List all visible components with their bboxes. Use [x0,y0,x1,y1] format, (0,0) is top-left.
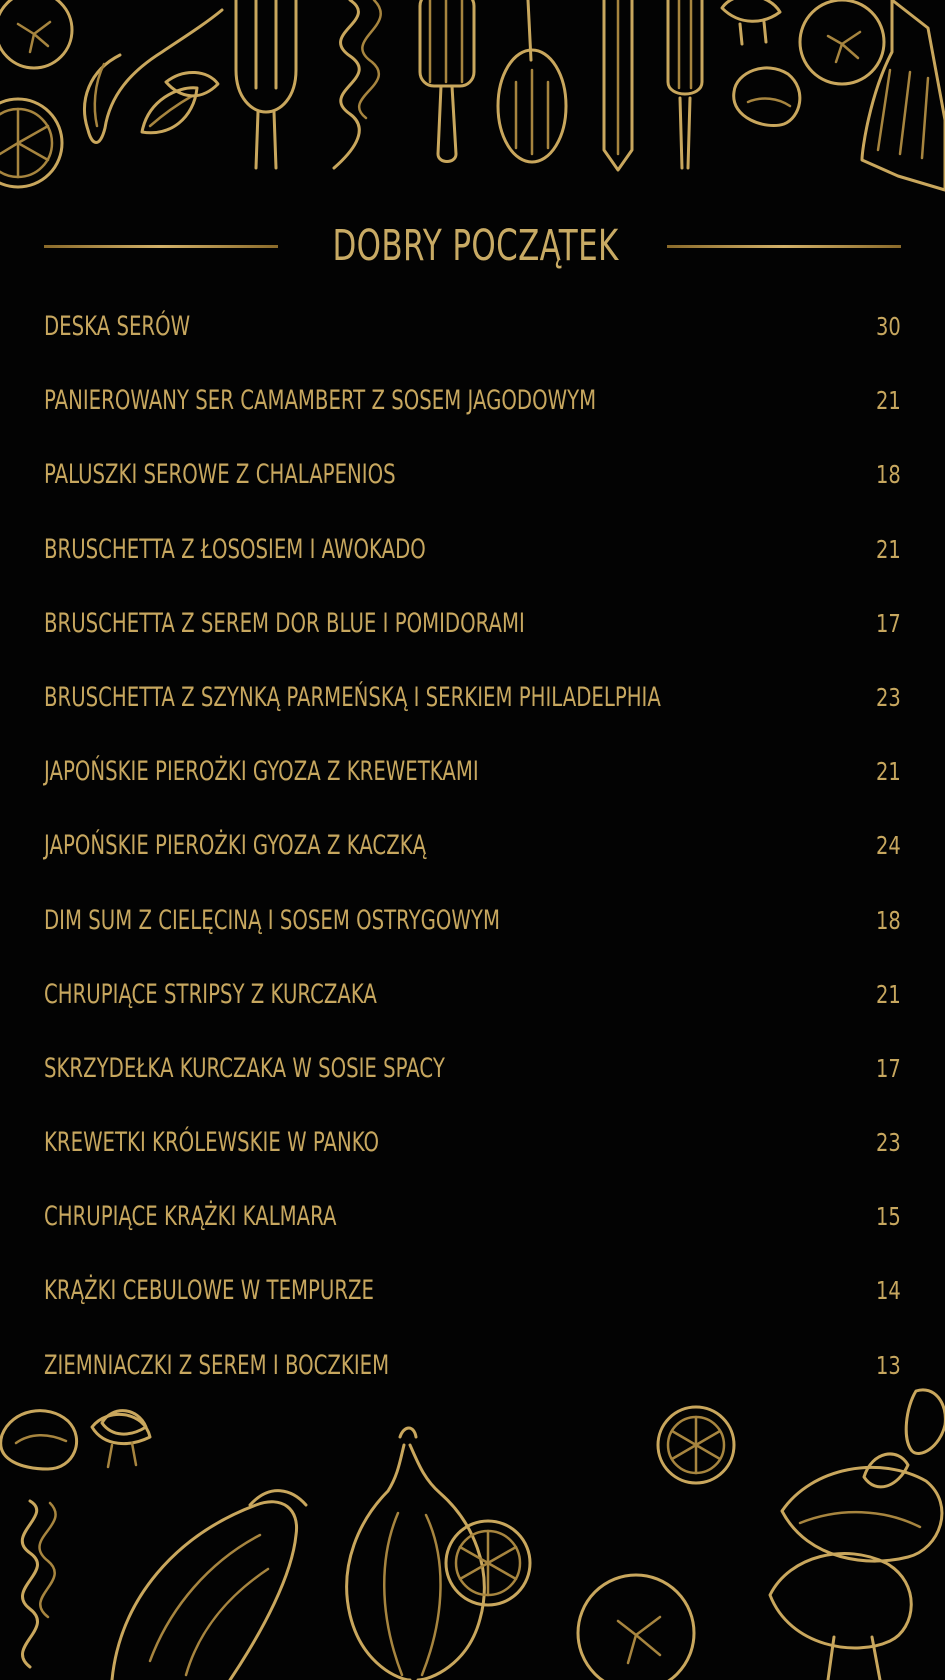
basil-leaf-icon [142,72,218,132]
menu-item [44,440,901,514]
title-divider-left [44,245,278,248]
menu-item-name: KREWETKI KRÓLEWSKIE W PANKO [44,1127,380,1159]
tomato-icon [578,1575,694,1680]
menu-item [44,811,901,885]
section-header [44,212,901,280]
mushroom-icon [770,1467,942,1680]
menu-item-price: 18 [876,905,901,935]
spoon-icon [498,0,566,162]
menu-item [44,589,901,663]
bottom-food-illustrations [0,1385,945,1680]
menu-item-name: ZIEMNIACZKI Z SEREM I BOCZKIEM [44,1349,390,1381]
lemon-icon [0,99,62,187]
menu-item-name: DESKA SERÓW [44,311,191,342]
menu-item-price: 23 [876,682,901,712]
menu-item-name: DIM SUM Z CIELĘCINĄ I SOSEM OSTRYGOWYM [44,904,500,936]
section-title: DOBRY POCZĄTEK [332,221,619,271]
menu-item-name: JAPOŃSKIE PIEROŻKI GYOZA Z KREWETKAMI [44,756,479,788]
menu-item-price: 21 [876,534,901,564]
tomato-icon [800,0,884,84]
knife-icon [604,0,632,170]
menu-item [44,1256,901,1330]
lemon-icon [658,1407,734,1483]
menu-item-name: PALUSZKI SEROWE Z CHALAPENIOS [44,459,396,491]
menu-item [44,886,901,960]
fish-steak-icon [112,1491,306,1680]
onion-icon [347,1428,485,1680]
menu-item-name: KRĄŻKI CEBULOWE W TEMPURZE [44,1275,374,1307]
menu-item [44,737,901,811]
menu-item-price: 21 [876,979,901,1009]
menu-item-price: 15 [876,1202,901,1232]
mushroom-icon [722,0,800,126]
menu-item [44,1108,901,1182]
menu-item-name: CHRUPIĄCE KRĄŻKI KALMARA [44,1201,337,1233]
menu-list [44,292,901,1382]
menu-item-price: 23 [876,1128,901,1158]
menu-item-name: SKRZYDEŁKA KURCZAKA W SOSIE SPACY [44,1052,445,1084]
menu-item-name: BRUSCHETTA Z ŁOSOSIEM I AWOKADO [44,533,426,565]
menu-item [44,515,901,589]
garlic-icon [864,1390,945,1487]
menu-item-price: 17 [876,1053,901,1083]
menu-item [44,1182,901,1256]
menu-item-name: CHRUPIĄCE STRIPSY Z KURCZAKA [44,978,377,1010]
fork-icon [236,0,296,168]
rolling-pin-icon [420,0,474,162]
menu-item [44,292,901,366]
fusilli-icon [334,0,381,168]
mushroom-icon [1,1411,150,1469]
menu-item-name: JAPOŃSKIE PIEROŻKI GYOZA Z KACZKĄ [44,830,427,862]
menu-item-price: 30 [876,312,901,341]
menu-item [44,1034,901,1108]
top-food-illustrations [0,0,945,205]
menu-item [44,663,901,737]
menu-item-price: 17 [876,608,901,638]
tomato-icon [0,0,72,68]
fusilli-icon [22,1501,55,1667]
menu-item-price: 14 [876,1276,901,1306]
menu-item-price: 21 [876,386,901,416]
spatula-icon [862,0,945,190]
title-divider-right [667,245,901,248]
fork-icon [668,0,702,168]
menu-item-price: 21 [876,757,901,787]
menu-item-price: 24 [876,831,901,861]
menu-item-price: 13 [876,1350,901,1380]
menu-item-price: 18 [876,460,901,490]
lemon-icon [446,1521,530,1605]
menu-item-name: BRUSCHETTA Z SZYNKĄ PARMEŃSKĄ I SERKIEM PHILADELPHIA [44,681,661,713]
menu-item [44,366,901,440]
menu-item-name: BRUSCHETTA Z SEREM DOR BLUE I POMIDORAMI [44,607,525,639]
menu-item [44,960,901,1034]
menu-item-name: PANIEROWANY SER CAMAMBERT Z SOSEM JAGODOWYM [44,385,597,417]
